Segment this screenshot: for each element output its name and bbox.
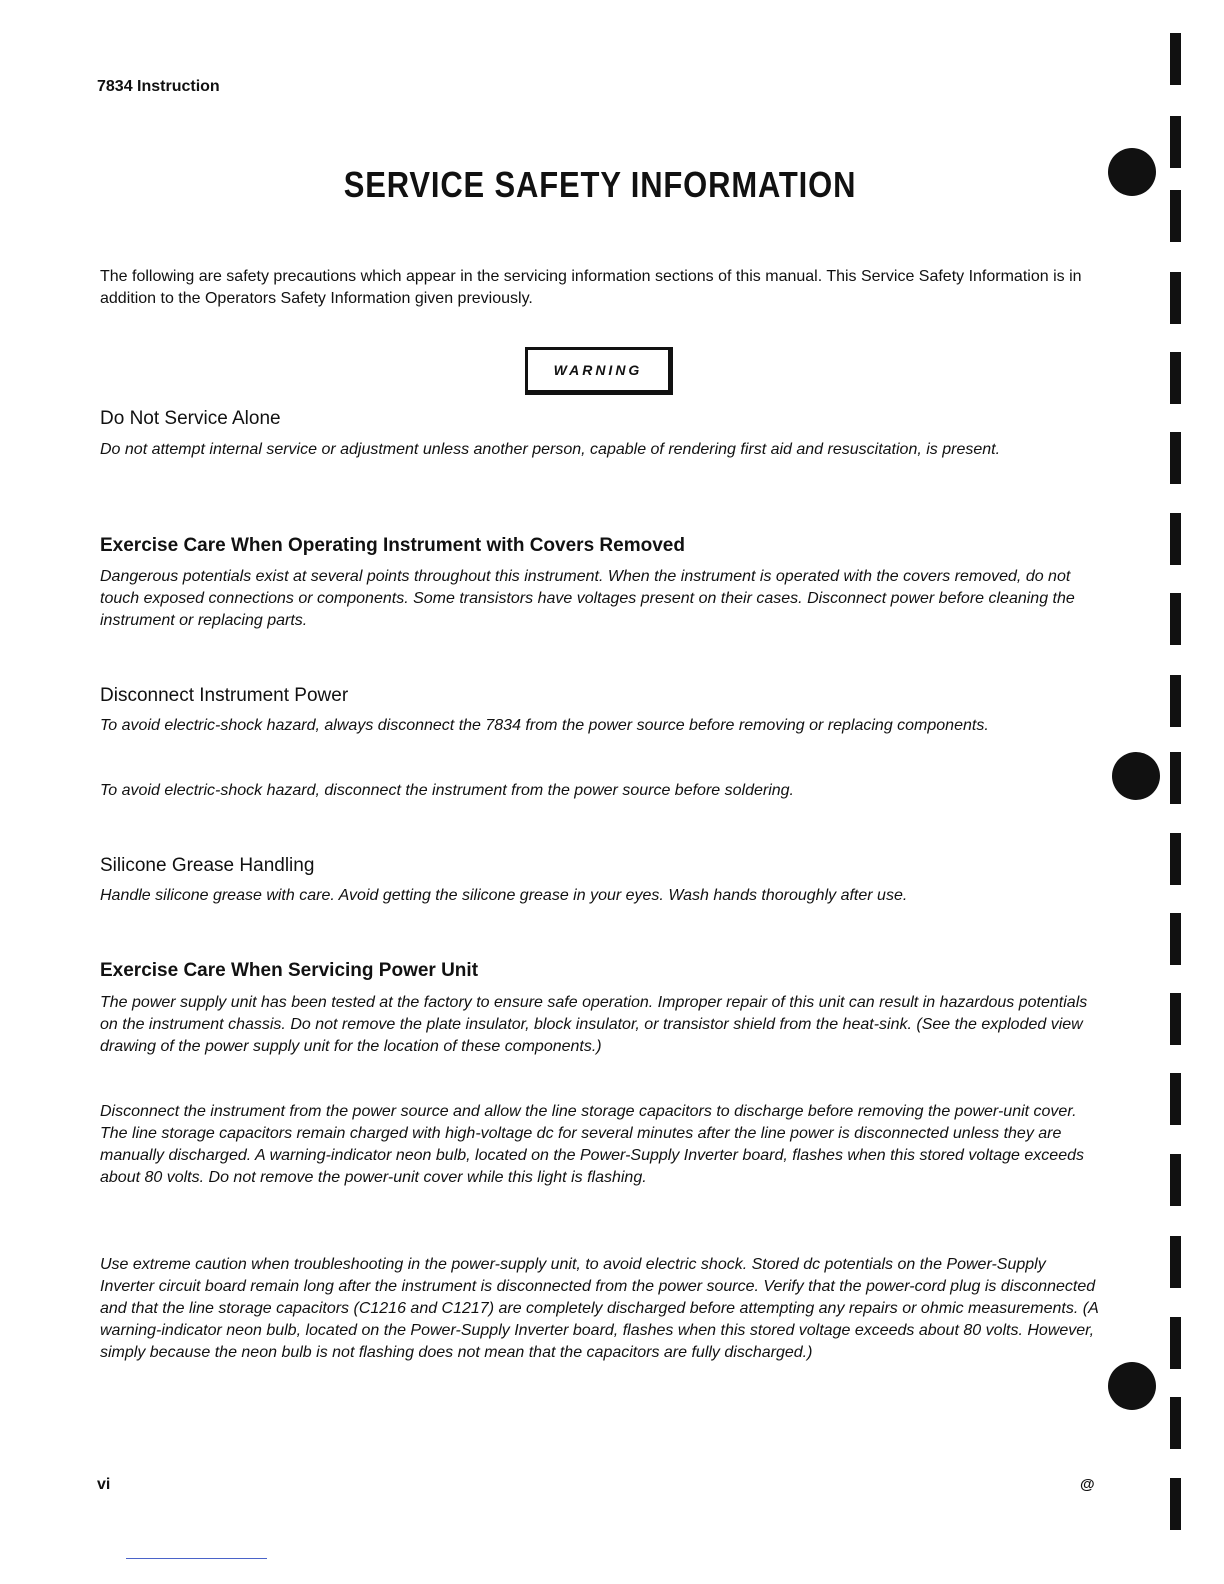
binder-perforation (1170, 675, 1181, 727)
binder-hole (1108, 148, 1156, 196)
binder-perforation (1170, 1317, 1181, 1369)
warning-label: WARNING (553, 362, 643, 378)
binder-perforation (1170, 1154, 1181, 1206)
section-paragraph: Do not attempt internal service or adjustment unless another person, capable of rendering first aid and resuscitation, is present. (100, 441, 1001, 458)
section-paragraph: The power supply unit has been tested at the factory to ensure safe operation. Improper repair of this unit can result in hazardous potentials on the instrument chassis. Do not remove the plate insulator, block insulator, or transistor shield from the heat-sink. (See the exploded view drawing of the power supply unit for the location of these components.) (100, 994, 1088, 1055)
section-heading-disconnect-power: Disconnect Instrument Power (100, 685, 349, 706)
page-title: SERVICE SAFETY INFORMATION (343, 164, 857, 205)
section-paragraph: To avoid electric-shock hazard, disconnect the instrument from the power source before soldering. (100, 782, 794, 799)
warning-label-box (525, 347, 673, 395)
binder-perforation (1170, 1397, 1181, 1449)
binder-perforation (1170, 116, 1181, 168)
binder-perforation (1170, 993, 1181, 1045)
footer-rule (126, 1558, 267, 1559)
binder-perforation (1170, 593, 1181, 645)
section-paragraph: Disconnect the instrument from the power source and allow the line storage capacitors to discharge before removing the power-unit cover. The line storage capacitors remain charged with high-voltage dc for several minutes after the line power is disconnected unless they are manually discharged. A warning-indicator neon bulb, located on the Power-Supply Inverter board, flashes when this stored voltage exceeds about 80 volts. Do not remove the power-unit cover while this light is flashing. (100, 1103, 1084, 1186)
binder-perforation (1170, 833, 1181, 885)
section-heading-power-unit: Exercise Care When Servicing Power Unit (100, 960, 479, 981)
binder-perforation (1170, 513, 1181, 565)
binder-hole (1112, 752, 1160, 800)
binder-perforation (1170, 1073, 1181, 1125)
intro-paragraph: The following are safety precautions which appear in the servicing information sections of this manual. This Service Safety Information is in addition to the Operators Safety Information given previously. (100, 268, 1082, 307)
section-heading-silicone-grease: Silicone Grease Handling (100, 855, 315, 876)
page-number: vi (97, 1476, 111, 1493)
binder-perforation (1170, 1236, 1181, 1288)
binder-perforation (1170, 190, 1181, 242)
binder-perforation (1170, 1478, 1181, 1530)
section-paragraph: Dangerous potentials exist at several points throughout this instrument. When the instrument is operated with the covers removed, do not touch exposed connections or components. Some transistors have voltages present on their cases. Disconnect power before cleaning the instrument or replacing parts. (100, 568, 1075, 629)
section-heading-do-not-service-alone: Do Not Service Alone (100, 408, 281, 429)
copyright-mark: @ (1080, 1476, 1095, 1493)
binder-perforation (1170, 33, 1181, 85)
section-heading-covers-removed: Exercise Care When Operating Instrument with Covers Removed (100, 535, 685, 556)
binder-perforation (1170, 352, 1181, 404)
section-paragraph: Handle silicone grease with care. Avoid getting the silicone grease in your eyes. Wash hands thoroughly after use. (100, 887, 908, 904)
section-paragraph: To avoid electric-shock hazard, always disconnect the 7834 from the power source before removing or replacing components. (100, 717, 989, 734)
binder-perforation (1170, 752, 1181, 804)
binder-perforation (1170, 272, 1181, 324)
running-head: 7834 Instruction (97, 78, 220, 95)
binder-perforation (1170, 913, 1181, 965)
section-paragraph: Use extreme caution when troubleshooting in the power-supply unit, to avoid electric shock. Stored dc potentials on the Power-Supply Inverter circuit board remain long after the instrument is disconnected from the power source. Verify that the power-cord plug is disconnected and that the line storage capacitors (C1216 and C1217) are completely discharged before attempting any repairs or ohmic measurements. (A warning-indicator neon bulb, located on the Power-Supply Inverter board, flashes when this stored voltage exceeds about 80 volts. However, simply because the neon bulb is not flashing does not mean that the capacitors are fully discharged.) (100, 1256, 1099, 1361)
binder-perforation (1170, 432, 1181, 484)
binder-hole (1108, 1362, 1156, 1410)
